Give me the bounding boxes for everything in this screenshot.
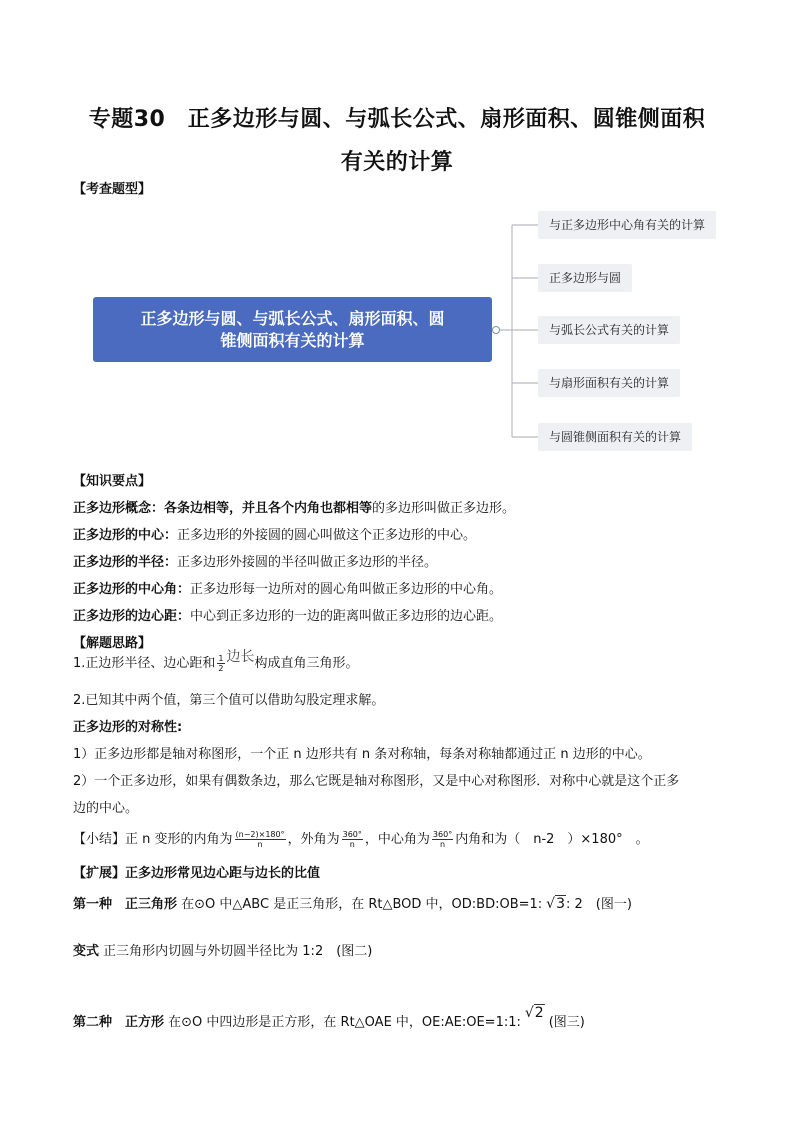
case-2-line [73,1005,585,1030]
knowledge-item [73,524,476,543]
approach-heading: 【解题思路】 [73,636,152,651]
case-1-label: 第一种 正三角形 [73,897,178,912]
fraction-half [217,654,224,673]
extension-title: 正多边形常见边心距与边长的比值 [125,866,321,881]
fraction-numerator: (n−2)×180° [235,830,285,839]
case-1-text: 在⊙O 中△ABC 是正三角形，在 Rt△BOD 中，OD:BD:OB=1: [181,897,543,912]
mindmap-branch-4: 与扇形面积有关的计算 [538,369,680,397]
fraction-denominator: n [440,840,446,849]
case-2-tail: (图三) [548,1015,585,1030]
fraction-central-angle [432,830,453,849]
knowledge-term: 正多边形的中心： [73,528,178,543]
variant-text: 正三角形内切圆与外切圆半径比为 1:2 (图二) [103,944,373,959]
mindmap-branch-5: 与圆锥侧面积有关的计算 [538,423,692,451]
extension-label: 【扩展】 [73,866,126,881]
sqrt-radicand: 3 [556,896,565,912]
fraction-numerator: 1 [218,654,224,663]
knowledge-term: 正多边形的半径： [73,555,178,570]
symmetry-item-1: 1）正多边形都是轴对称图形，一个正 n 边形共有 n 条对称轴，每条对称轴都通过正 n 边形的中心。 [73,747,651,762]
knowledge-item [73,578,502,597]
summary-text: 内角和为（ n-2 ）×180° 。 [455,832,649,847]
approach-text: 1.正边形半径、边心距和 [73,656,216,671]
fraction-exterior-angle [342,830,363,849]
knowledge-text: 正多边形外接圆的半径叫做正多边形的半径。 [177,555,438,570]
approach-text: 构成直角三角形。 [254,656,359,671]
case-1-tail: : 2 (图一) [566,897,632,912]
exam-types-heading: 【考查题型】 [73,182,152,197]
summary-line [73,828,649,849]
mindmap-branch-3: 与弧长公式有关的计算 [538,316,680,344]
page-title-line2: 有关的计算 [340,150,454,175]
knowledge-item [73,605,502,624]
case-1-line [73,893,632,912]
knowledge-text: 正多边形每一边所对的圆心角叫做正多边形的中心角。 [190,582,503,597]
symmetry-item-2b: 边的中心。 [73,801,139,816]
case-2-label: 第二种 正方形 [73,1015,165,1030]
variant-label: 变式 [73,944,100,959]
sqrt-2: √2 [524,1005,544,1021]
sqrt-3: √3 [546,896,565,912]
fraction-denominator: 2 [218,664,224,673]
approach-line-1 [73,649,359,673]
symmetry-item-2a: 2）一个正多边形，如果有偶数条边，那么它既是轴对称图形，又是中心对称图形．对称中心就是这个正多 [73,774,680,789]
mindmap-branch-1: 与正多边形中心角有关的计算 [538,211,716,239]
mindmap-root-node [93,297,492,362]
knowledge-item [73,497,515,516]
symmetry-heading: 正多边形的对称性: [73,720,183,735]
mindmap-root-line1: 正多边形与圆、与弧长公式、扇形面积、圆 [140,308,445,328]
knowledge-text: 中心到正多边形的一边的距离叫做正多边形的边心距。 [190,609,503,624]
fraction-numerator: 360° [342,830,362,839]
variant-line [73,940,372,959]
approach-line-2: 2.已知其中两个值，第三个值可以借助勾股定理求解。 [73,693,385,708]
approach-edge-label: 边长 [226,649,255,665]
mindmap-branch-2: 正多边形与圆 [538,264,632,292]
knowledge-term: 正多边形的中心角： [73,582,191,597]
fraction-denominator: n [349,840,355,849]
knowledge-heading: 【知识要点】 [73,474,152,489]
fraction-denominator: n [257,840,263,849]
case-2-text: 在⊙O 中四边形是正方形，在 Rt△OAE 中，OE:AE:OE=1:1: [168,1015,521,1030]
summary-text: ，外角为 [287,832,340,847]
knowledge-term: 正多边形的边心距： [73,609,191,624]
extension-heading [73,862,320,881]
knowledge-text: 正多边形的外接圆的圆心叫做这个正多边形的中心。 [177,528,477,543]
sqrt-radicand: 2 [534,1005,544,1021]
collapse-node-icon [493,327,500,334]
knowledge-text: 的多边形叫做正多边形。 [372,501,516,516]
summary-label: 【小结】 [73,832,126,847]
fraction-interior-angle [235,830,286,849]
summary-text: 正 n 变形的内角为 [125,832,233,847]
knowledge-item [73,551,437,570]
summary-text: ，中心角为 [364,832,430,847]
page-title-line1: 专题30 正多边形与圆、与弧长公式、扇形面积、圆锥侧面积 [88,107,706,132]
mindmap-root-line2: 锥侧面积有关的计算 [220,330,365,350]
fraction-numerator: 360° [432,830,453,839]
knowledge-term: 正多边形概念：各条边相等，并且各个内角也都相等 [73,501,373,516]
